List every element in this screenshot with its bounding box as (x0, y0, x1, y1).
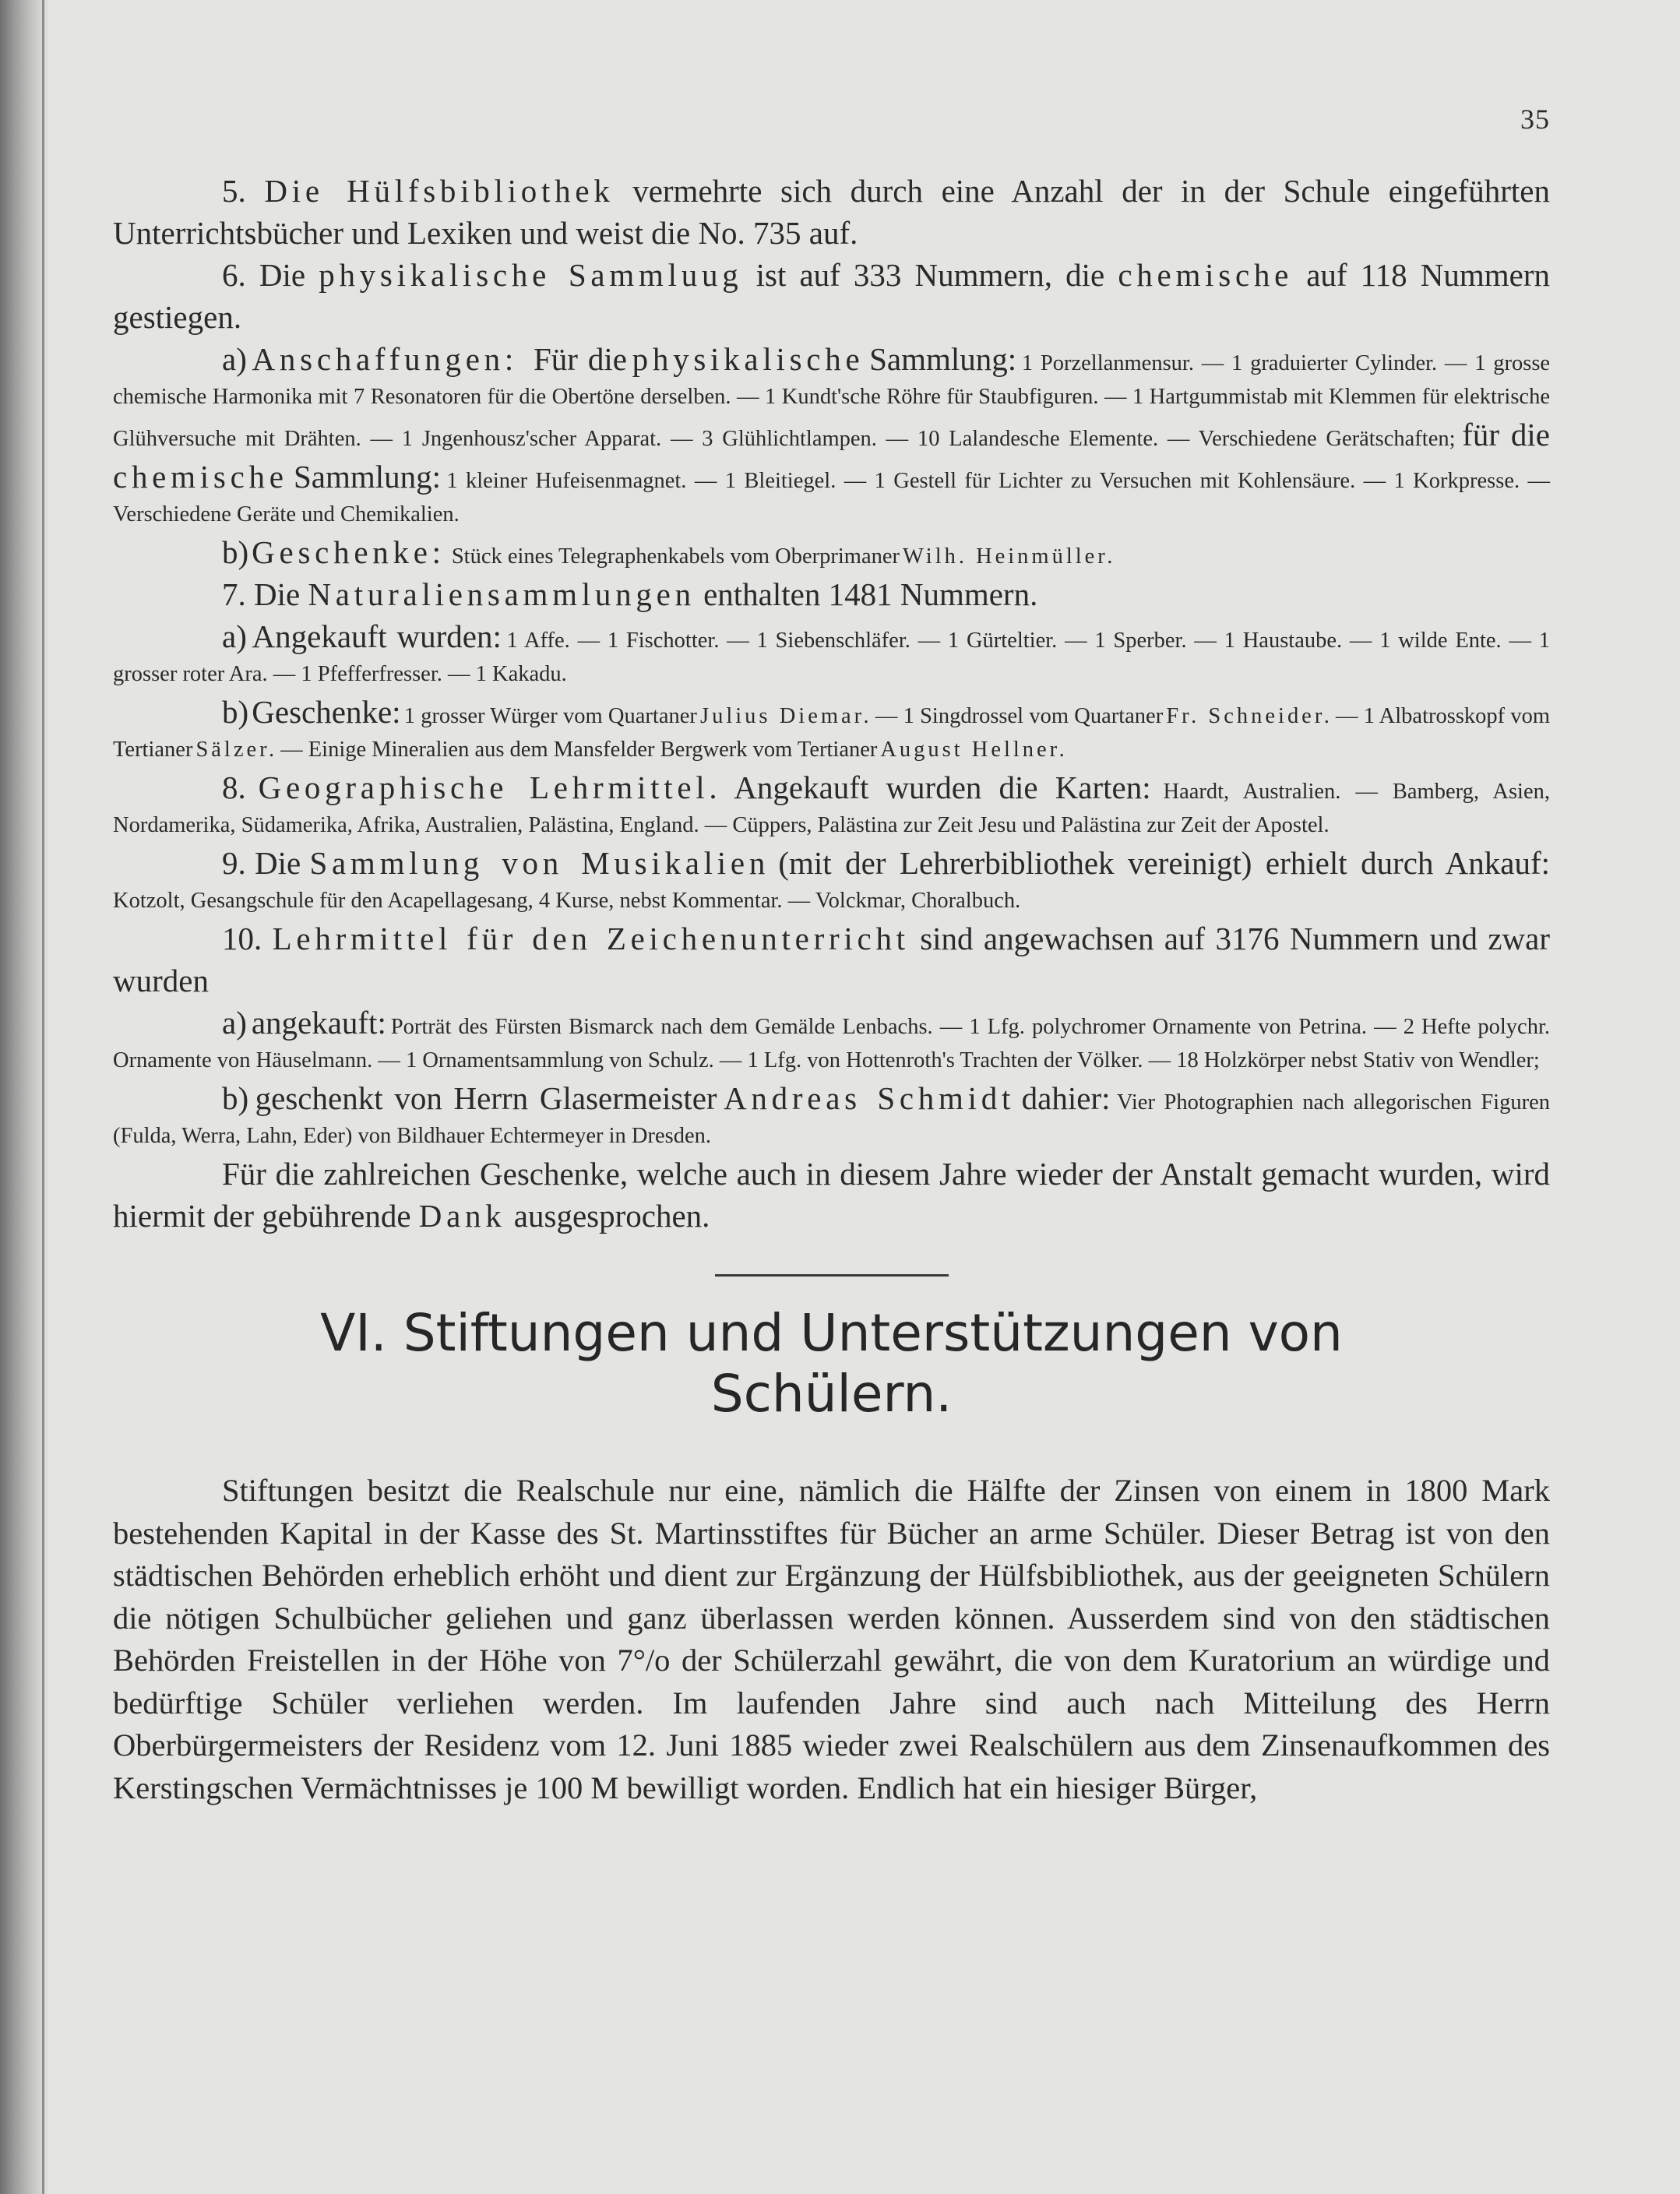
section-text: (mit der Lehrerbibliothek vereinigt) erhielt durch Ankauf: (778, 845, 1551, 881)
thanks-term: Dank (418, 1198, 506, 1234)
item-label: a) (222, 341, 247, 377)
donor-name: Julius Diemar. (700, 704, 872, 728)
item-term: Geschenke: (252, 694, 401, 730)
section-10 (113, 917, 1550, 1002)
section-8 (113, 766, 1550, 842)
item-text: Für die (534, 341, 627, 377)
item-term: chemische (113, 459, 288, 495)
section-text: Die (254, 576, 301, 612)
item-term: physikalische (632, 341, 865, 377)
item-list: Vier Photographien nach allegorischen Figuren (Fulda, Werra, Lahn, Eder) von Bildhauer Echtermeyer in Dresden. (113, 1090, 1550, 1148)
item-term: Geschenke: (252, 534, 446, 570)
item-list: — 1 Singdrossel vom Quartaner (875, 704, 1164, 728)
chapter-heading (113, 1303, 1550, 1425)
donor-name: Wilh. Heinmüller. (903, 544, 1116, 569)
item-label: a) (222, 1005, 247, 1041)
item-label: b) (222, 534, 249, 570)
section-6b (113, 531, 1550, 573)
donor-name: Fr. Schneider. (1166, 704, 1333, 728)
item-term: angekauft: (251, 1005, 386, 1041)
item-text: Sammlung: (293, 459, 442, 495)
thanks-paragraph (113, 1153, 1550, 1237)
thanks-text: ausgesprochen. (513, 1198, 710, 1234)
section-5 (113, 170, 1550, 254)
section-6 (113, 254, 1550, 338)
section-text: ist auf 333 Nummern, die (755, 257, 1105, 293)
binding-line (42, 0, 44, 2194)
item-text: dahier: (1021, 1080, 1111, 1116)
section-term: chemische (1118, 257, 1294, 293)
item-list: 1 Affe. — 1 Fischotter. — 1 Siebenschläfer. — 1 Gürteltier. — 1 Sperber. — 1 Haustaube. — 1 wilde Ente. — 1 grosser roter Ara. — 1 Pfefferfresser. — 1 Kakadu. (113, 629, 1551, 686)
item-text: für die (1462, 417, 1550, 453)
item-term: Anschaffungen: (252, 341, 519, 377)
heading-line-2: Schülern. (710, 1364, 953, 1424)
thanks-text: Für die zahlreichen Geschenke, welche auch in diesem Jahre wieder der Anstalt gemacht wurden, wird hiermit der gebührende (113, 1156, 1550, 1234)
item-list: 1 grosser Würger vom Quartaner (403, 704, 697, 728)
section-text: enthalten 1481 Nummern. (703, 576, 1038, 612)
item-text: geschenkt von Herrn Glasermeister (255, 1080, 717, 1116)
section-text: Angekauft wurden die Karten: (734, 769, 1151, 805)
section-9 (113, 842, 1550, 917)
section-7b (113, 691, 1550, 766)
section-text: Die (259, 257, 306, 293)
section-number: 8. (222, 769, 246, 805)
section-term: Die Hülfsbibliothek (264, 173, 615, 209)
section-10b (113, 1077, 1550, 1153)
section-number: 7. (222, 576, 246, 612)
section-text: vermehrte sich durch eine Anzahl der in der Schule eingeführten Unterrichtsbücher und Lexiken und weist die No. 735 auf. (113, 173, 1550, 251)
item-list: — Einige Mineralien aus dem Mansfelder Bergwerk vom Tertianer (280, 738, 878, 762)
section-number: 10. (222, 921, 262, 956)
donor-name: Sälzer. (195, 738, 278, 762)
item-list: Kotzolt, Gesangschule für den Acapellagesang, 4 Kurse, nebst Kommentar. — Volckmar, Choralbuch. (113, 889, 1021, 913)
section-term: Lehrmittel für den Zeichenunterricht (272, 921, 910, 956)
item-list: 1 Porzellanmensur. — 1 graduierter Cylinder. — 1 grosse chemische Harmonika mit 7 Resonatoren für die Obertöne derselben. — 1 Kundt'sche Röhre für Staubfiguren. — 1 Hartgummistab mit Klemmen für elektrische Glühversuche mit Drähten. — 1 Jngenhousz'scher Apparat. — 3 Glühlichtlampen. — 10 Lalandesche Elemente. — Verschiedene Gerätschaften; (113, 351, 1551, 451)
section-text: Die (255, 845, 301, 881)
item-list: 1 kleiner Hufeisenmagnet. — 1 Bleitiegel. — 1 Gestell für Lichter zu Versuchen mit Kohlensäure. — 1 Korkpresse. — Verschiedene Geräte und Chemikalien. (113, 469, 1550, 526)
section-number: 5. (222, 173, 246, 209)
section-10a (113, 1002, 1550, 1077)
item-term: Angekauft wurden: (252, 618, 502, 654)
item-list: Porträt des Fürsten Bismarck nach dem Gemälde Lenbachs. — 1 Lfg. polychromer Ornamente von Petrina. — 2 Hefte polychr. Ornamente von Häuselmann. — 1 Ornamentsammlung von Schulz. — 1 Lfg. von Hottenroth's Trachten der Völker. — 18 Holzkörper nebst Stativ von Wendler; (113, 1015, 1550, 1072)
section-7a (113, 615, 1550, 691)
donor-name: Andreas Schmidt (724, 1080, 1016, 1116)
section-term: physikalische Sammluug (319, 257, 743, 293)
item-list: Stück eines Telegraphenkabels vom Oberprimaner (451, 544, 900, 569)
item-label: b) (222, 694, 249, 730)
item-list: — 1 Albatrosskopf vom Tertianer (113, 704, 1551, 762)
section-6a (113, 338, 1550, 531)
body-paragraph: Stiftungen besitzt die Realschule nur eine, nämlich die Hälfte der Zinsen von einem in 1800 Mark bestehenden Kapital in der Kasse des St. Martinsstiftes für Bücher an arme Schüler. Dieser Betrag ist von den städtischen Behörden erheblich erhöht und dient zur Ergänzung der Hülfsbibliothek, aus der geeigneten Schülern die nötigen Schulbücher geliehen und ganz überlassen werden können. Ausserdem sind von den städtischen Behörden Freistellen in der Höhe von 7°/o der Schülerzahl gewährt, die von dem Kuratorium an würdige und bedürftige Schüler verliehen werden. Im laufenden Jahre sind auch nach Mitteilung des Herrn Oberbürgermeisters der Residenz vom 12. Juni 1885 wieder zwei Realschülern aus dem Zinsenaufkommen des Kerstingschen Vermächtnisses je 100 M bewilligt worden. Endlich hat ein hiesiger Bürger, (113, 1473, 1550, 1805)
section-term: Naturaliensammlungen (308, 576, 696, 612)
item-label: b) (222, 1080, 249, 1116)
section-divider (715, 1274, 949, 1277)
section-number: 6. (222, 257, 246, 293)
page-binding-edge (0, 0, 48, 2194)
page-number: 35 (1520, 104, 1550, 135)
section-number: 9. (222, 845, 246, 881)
donor-name: August Hellner. (880, 738, 1068, 762)
section-7 (113, 573, 1550, 615)
page-content (113, 170, 1550, 1809)
item-text: Sammlung: (869, 341, 1017, 377)
heading-line-1: VI. Stiftungen und Unterstützungen von (320, 1303, 1343, 1363)
item-label: a) (222, 618, 247, 654)
section-text: sind angewachsen auf 3176 Nummern und zwar wurden (113, 921, 1551, 998)
item-list: Haardt, Australien. — Bamberg, Asien, Nordamerika, Südamerika, Afrika, Australien, Palästina, England. — Cüppers, Palästina zur Zeit Jesu und Palästina zur Zeit der Apostel. (113, 780, 1551, 837)
section-term: Sammlung von Musikalien (309, 845, 770, 881)
section-term: Geographische Lehrmittel. (258, 769, 722, 805)
section-text: auf 118 Nummern gestiegen. (113, 257, 1551, 335)
